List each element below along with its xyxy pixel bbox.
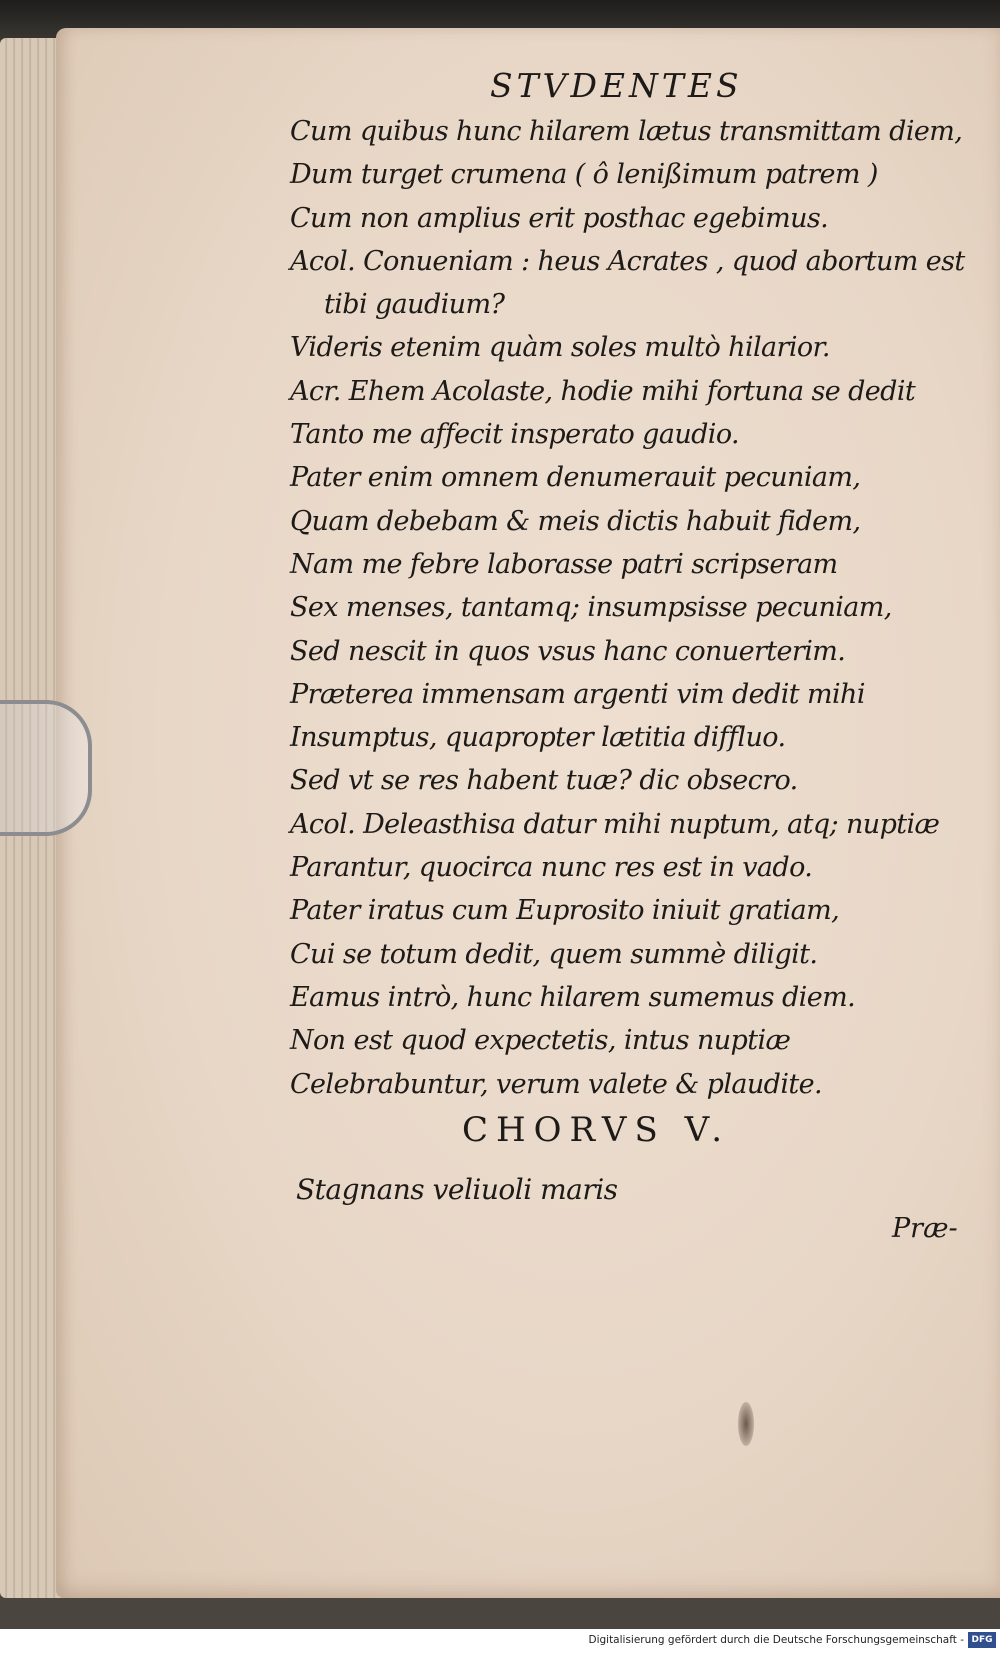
verse-line: Celebrabuntur, verum valete & plaudite.: [290, 1068, 822, 1100]
verse-line: Præterea immensam argenti vim dedit mihi: [290, 678, 865, 710]
verse-line: Eamus intrò, hunc hilarem sumemus diem.: [290, 981, 856, 1013]
verse-line: Dum turget crumena ( ô lenißimum patrem ): [290, 159, 878, 191]
catchword: Præ-: [892, 1213, 958, 1244]
verse-line: Pater enim omnem denumerauit pecuniam,: [290, 462, 861, 494]
verse-line: Sex menses, tantamq; insumpsisse pecuniam,: [290, 592, 892, 624]
chorus-first-line: Stagnans veliuoli maris: [296, 1173, 618, 1206]
running-head: STVDENTES: [490, 66, 743, 105]
footer-bar: [0, 1629, 1000, 1653]
page-clip: [0, 700, 92, 836]
verse-line: Pater iratus cum Euprosito iniuit gratiam,: [290, 895, 840, 927]
verse-line: tibi gaudium?: [324, 289, 505, 321]
dfg-logo: DFG: [968, 1632, 996, 1648]
verse-line: Cui se totum dedit, quem summè diligit.: [290, 938, 818, 970]
verse-line: Insumptus, quapropter lætitia diffluo.: [290, 722, 786, 754]
verse-line: Videris etenim quàm soles multò hilarior.: [290, 332, 830, 364]
verse-line: Tanto me affecit insperato gaudio.: [290, 419, 739, 451]
verse-line: Acr. Ehem Acolaste, hodie mihi fortuna se dedit: [290, 375, 916, 407]
verse-line: Non est quod expectetis, intus nuptiæ: [290, 1025, 791, 1057]
verse-line: Cum non amplius erit posthac egebimus.: [290, 202, 829, 234]
verse-line: Sed nescit in quos vsus hanc conuerterim.: [290, 635, 846, 667]
verse-line: Acol. Conueniam : heus Acrates , quod abortum est: [290, 245, 965, 277]
footer-credit: Digitalisierung gefördert durch die Deutsche Forschungsgemeinschaft -: [588, 1634, 964, 1646]
verse-line: Parantur, quocirca nunc res est in vado.: [290, 852, 813, 884]
ink-stain: [738, 1402, 754, 1446]
verse-line: Acol. Deleasthisa datur mihi nuptum, atq; nuptiæ: [290, 808, 940, 840]
verse-line: Cum quibus hunc hilarem lætus transmittam diem,: [290, 116, 963, 147]
verse-line: Nam me febre laborasse patri scripseram: [290, 548, 838, 580]
verse-lines: [290, 110, 970, 1106]
chorus-heading: CHORVS V.: [462, 1110, 730, 1150]
verse-line: Quam debebam & meis dictis habuit fidem,: [290, 505, 861, 537]
verse-line: Sed vt se res habent tuæ? dic obsecro.: [290, 765, 798, 797]
